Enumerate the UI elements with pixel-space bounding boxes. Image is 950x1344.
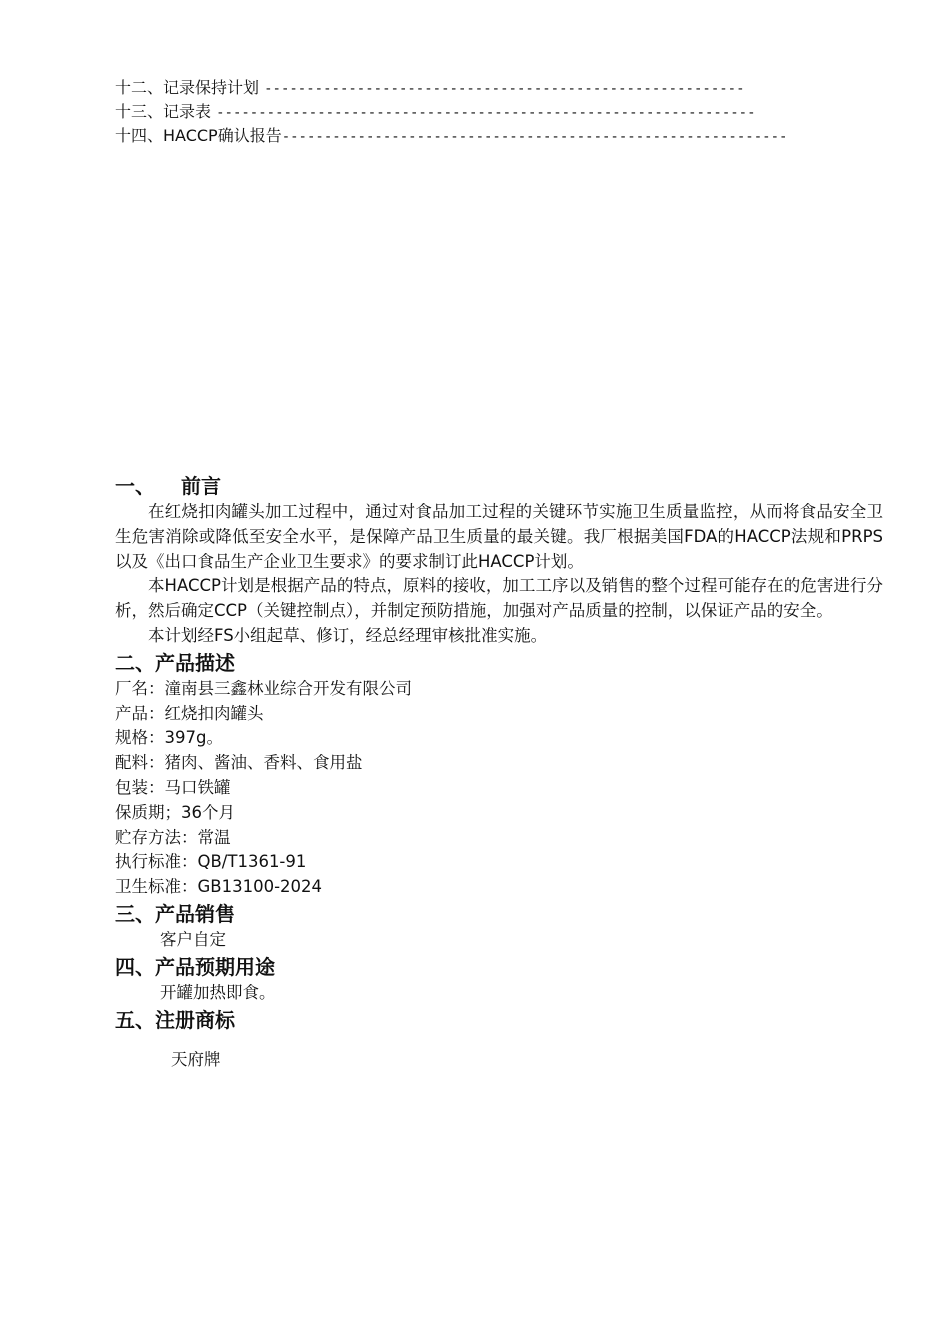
preface-paragraph-2: 本HACCP计划是根据产品的特点，原料的接收，加工工序以及销售的整个过程可能存在的危害进行分析，然后确定CCP（关键控制点），并制定预防措施，加强对产品质量的控制，以保证产品的安全。	[115, 576, 883, 621]
field-packaging	[115, 776, 883, 801]
toc-entry-label: 十三、记录表	[115, 102, 217, 121]
field-value: 猪肉、酱油、香料、食用盐	[164, 753, 363, 773]
field-value: 常温	[197, 827, 231, 847]
field-value: 红烧扣肉罐头	[164, 703, 264, 723]
field-shelf-life	[115, 801, 883, 826]
preface-paragraph-1: 在红烧扣肉罐头加工过程中，通过对食品加工过程的关键环节实施卫生质量监控，从而将食品安全卫生危害消除或降低至安全水平，是保障产品卫生质量的最关键。我厂根据美国FDA的HACCP法规和PRPS以及《出口食品生产企业卫生要求》的要求制订此HACCP计划。	[115, 502, 883, 571]
field-label: 卫生标准：	[115, 877, 198, 897]
trademark-text: 天府牌	[171, 1049, 221, 1069]
section-heading-product-description: 二、产品描述	[115, 650, 235, 675]
field-value: QB/T1361-91	[197, 852, 307, 872]
field-factory-name	[115, 677, 883, 702]
toc-entry-label: 十二、记录保持计划	[115, 78, 265, 97]
field-product	[115, 702, 883, 727]
section-number: 一、	[115, 474, 155, 498]
field-storage	[115, 826, 883, 851]
toc-entry-13[interactable]	[115, 100, 875, 124]
toc-entry-14[interactable]	[115, 124, 875, 148]
section-heading-preface	[115, 472, 883, 500]
product-fields	[115, 677, 883, 900]
field-ingredients	[115, 751, 883, 776]
section-heading-sales: 三、产品销售	[115, 901, 235, 926]
section-heading-intended-use: 四、产品预期用途	[115, 954, 275, 979]
field-label: 产品：	[115, 703, 165, 723]
field-label: 执行标准：	[115, 852, 198, 872]
field-value: 马口铁罐	[164, 777, 231, 797]
field-value: 潼南县三鑫林业综合开发有限公司	[164, 678, 412, 698]
field-execution-standard	[115, 850, 883, 875]
toc-leader-dashes: ----------------------------------------------------------------	[216, 105, 756, 121]
field-hygiene-standard	[115, 875, 883, 900]
field-specification	[115, 726, 883, 751]
toc-entry-12[interactable]	[115, 76, 875, 100]
field-value: 397g。	[164, 728, 223, 748]
section-title: 前言	[181, 474, 221, 498]
field-value: 36个月	[181, 802, 235, 822]
preface-paragraph-3: 本计划经FS小组起草、修订，经总经理审核批准实施。	[148, 625, 548, 645]
toc-leader-dashes: ---------------------------------------------------------	[264, 81, 745, 97]
field-label: 包装：	[115, 777, 165, 797]
toc-entry-label: 十四、HACCP确认报告	[115, 126, 282, 145]
sales-text: 客户自定	[160, 929, 226, 949]
toc-leader-dashes: ------------------------------------------------------------	[281, 129, 788, 145]
field-label: 保质期；	[115, 802, 181, 822]
field-label: 厂名：	[115, 678, 165, 698]
document-body	[115, 472, 883, 1072]
intended-use-text: 开罐加热即食。	[160, 982, 276, 1002]
field-label: 规格：	[115, 728, 165, 748]
field-label: 配料：	[115, 753, 165, 773]
table-of-contents	[115, 76, 875, 148]
field-label: 贮存方法：	[115, 827, 198, 847]
section-heading-trademark: 五、注册商标	[115, 1007, 235, 1032]
field-value: GB13100-2024	[197, 877, 323, 897]
